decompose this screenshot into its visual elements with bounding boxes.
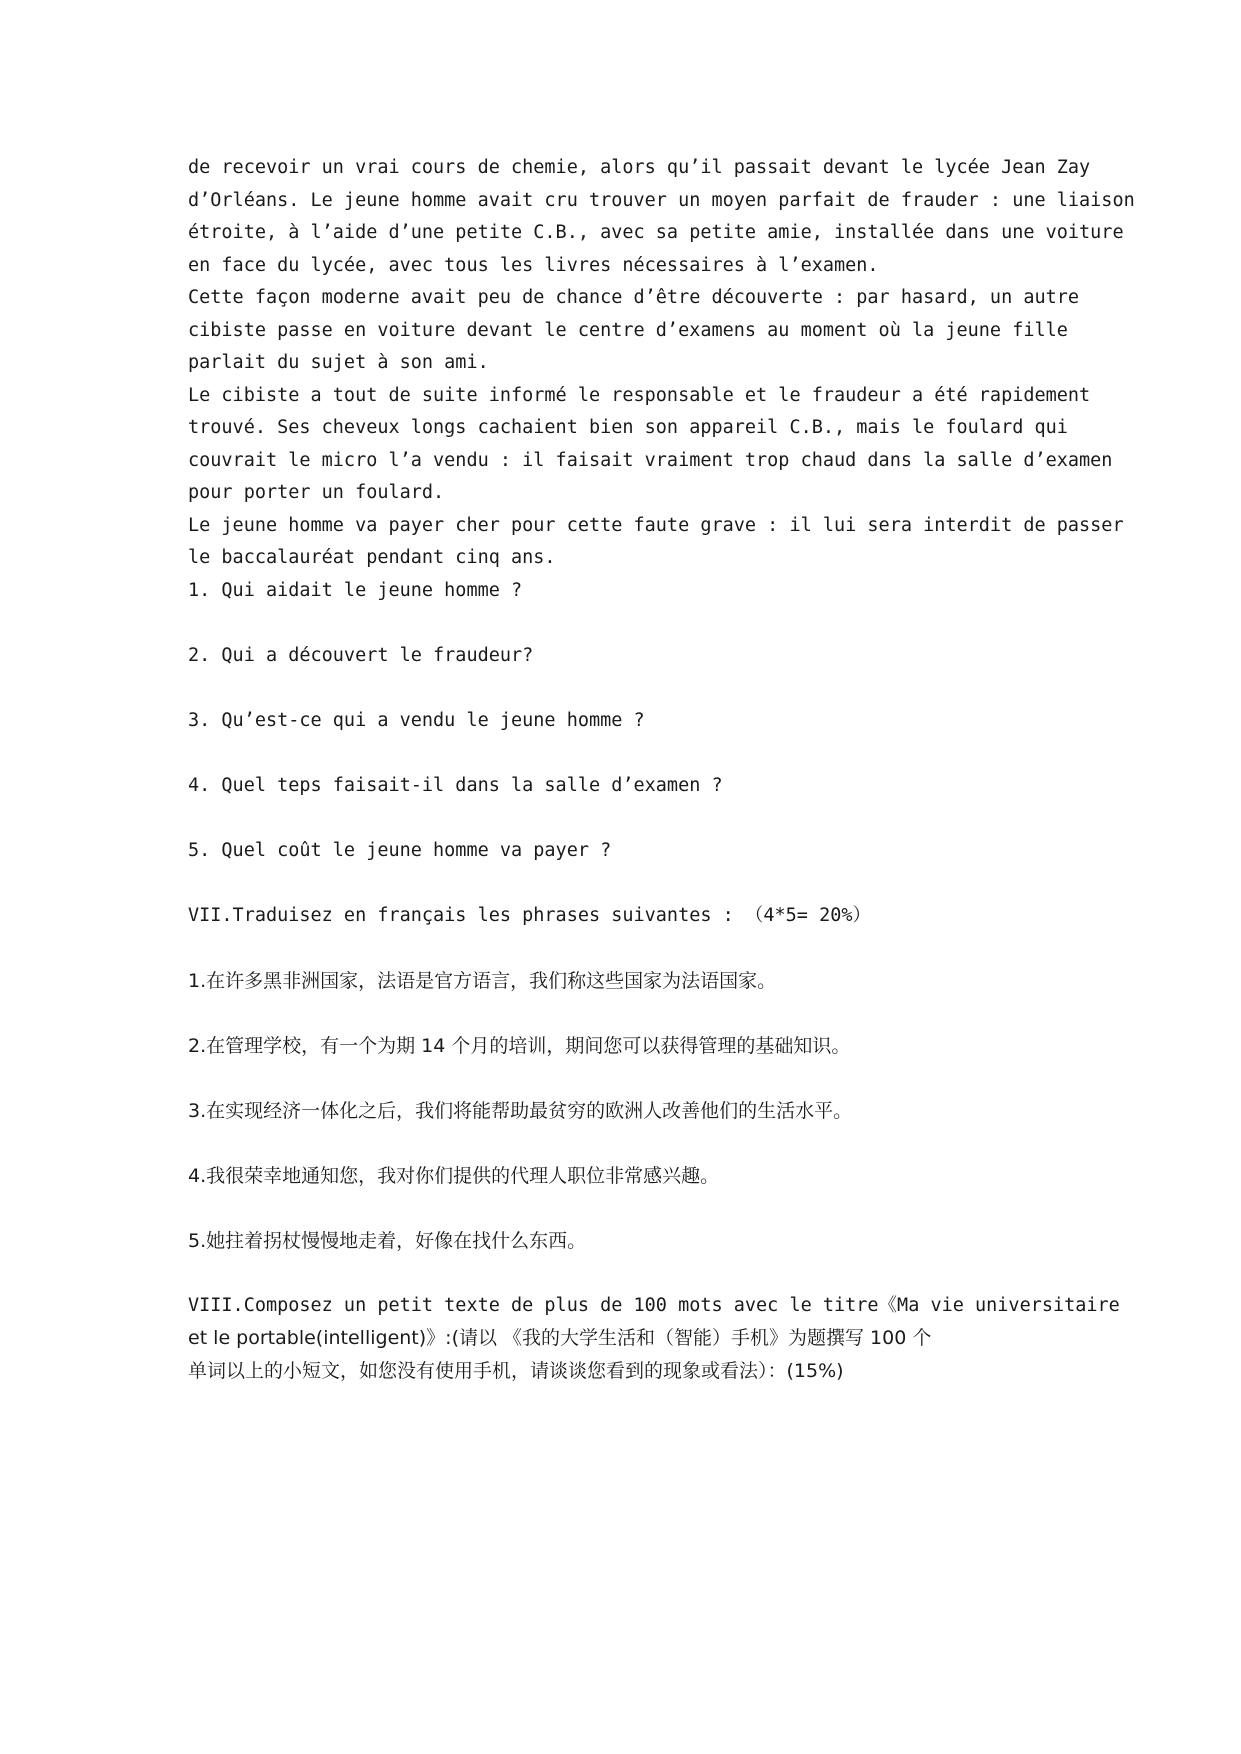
translation-item: 4.我很荣幸地通知您，我对你们提供的代理人职位非常感兴趣。 (188, 1164, 720, 1187)
answer-space (188, 867, 1198, 900)
question: 4. Quel teps faisait-il dans la salle d’examen ? (188, 774, 723, 796)
section-text: 单词以上的小短文，如您没有使用手机，请谈谈您看到的现象或看法）：(15%) (188, 1359, 844, 1382)
passage-line: couvrait le micro l’a vendu : il faisait vraiment trop chaud dans la salle d’examen (188, 449, 1113, 471)
translation-item: 2.在管理学校，有一个为期 14 个月的培训，期间您可以获得管理的基础知识。 (188, 1034, 851, 1057)
passage-line: parlait du sujet à son ami. (188, 352, 489, 373)
passage-line: pour porter un foulard. (188, 482, 445, 503)
section-heading: VII.Traduisez en français les phrases suivantes : （4*5= 20%） (188, 904, 872, 926)
passage-line: Cette façon moderne avait peu de chance d’être découverte : par hasard, un autre (188, 287, 1080, 308)
document-page (188, 152, 1198, 1387)
reading-passage (188, 152, 1198, 575)
spacer (188, 997, 1198, 1030)
passage-line: le baccalauréat pendant cinq ans. (188, 547, 556, 568)
answer-space (188, 737, 1198, 770)
translation-item: 5.她拄着拐杖慢慢地走着，好像在找什么东西。 (188, 1229, 587, 1252)
answer-space (188, 802, 1198, 835)
section-text: et le portable(intelligent)》:(请以 《我的大学生活和（智能）手机》为题撰写 100 个 (188, 1327, 932, 1349)
passage-line: d’Orléans. Le jeune homme avait cru trouver un moyen parfait de frauder : une liaison (188, 189, 1135, 211)
spacer (188, 1257, 1198, 1290)
passage-line: trouvé. Ses cheveux longs cachaient bien son appareil C.B., mais le foulard qui (188, 417, 1068, 438)
spacer (188, 1062, 1198, 1095)
translation-item: 3.在实现经济一体化之后，我们将能帮助最贫穷的欧洲人改善他们的生活水平。 (188, 1099, 853, 1122)
question: 1. Qui aidait le jeune homme ? (188, 579, 523, 601)
spacer (188, 1127, 1198, 1160)
spacer (188, 932, 1198, 965)
passage-line: étroite, à l’aide d’une petite C.B., avec sa petite amie, installée dans une voiture (188, 222, 1124, 243)
spacer (188, 1192, 1198, 1225)
question: 5. Quel coût le jeune homme va payer ? (188, 839, 612, 861)
answer-space (188, 672, 1198, 705)
answer-space (188, 607, 1198, 640)
passage-line: Le cibiste a tout de suite informé le responsable et le fraudeur a été rapidement (188, 384, 1091, 406)
question: 2. Qui a découvert le fraudeur? (188, 644, 534, 666)
passage-line: de recevoir un vrai cours de chemie, alors qu’il passait devant le lycée Jean Zay (188, 157, 1091, 178)
translation-item: 1.在许多黑非洲国家，法语是官方语言，我们称这些国家为法语国家。 (188, 969, 777, 992)
section-heading: VIII.Composez un petit texte de plus de 100 mots avec le titre《Ma vie universitaire (188, 1294, 1120, 1316)
comprehension-questions (188, 575, 1198, 900)
passage-line: en face du lycée, avec tous les livres nécessaires à l’examen. (188, 254, 879, 276)
section-viii (188, 1290, 1198, 1388)
passage-line: Le jeune homme va payer cher pour cette faute grave : il lui sera interdit de passer (188, 514, 1124, 536)
question: 3. Qu’est-ce qui a vendu le jeune homme ? (188, 709, 645, 731)
section-vii (188, 900, 1198, 1290)
passage-line: cibiste passe en voiture devant le centre d’examens au moment où la jeune fille (188, 319, 1068, 341)
